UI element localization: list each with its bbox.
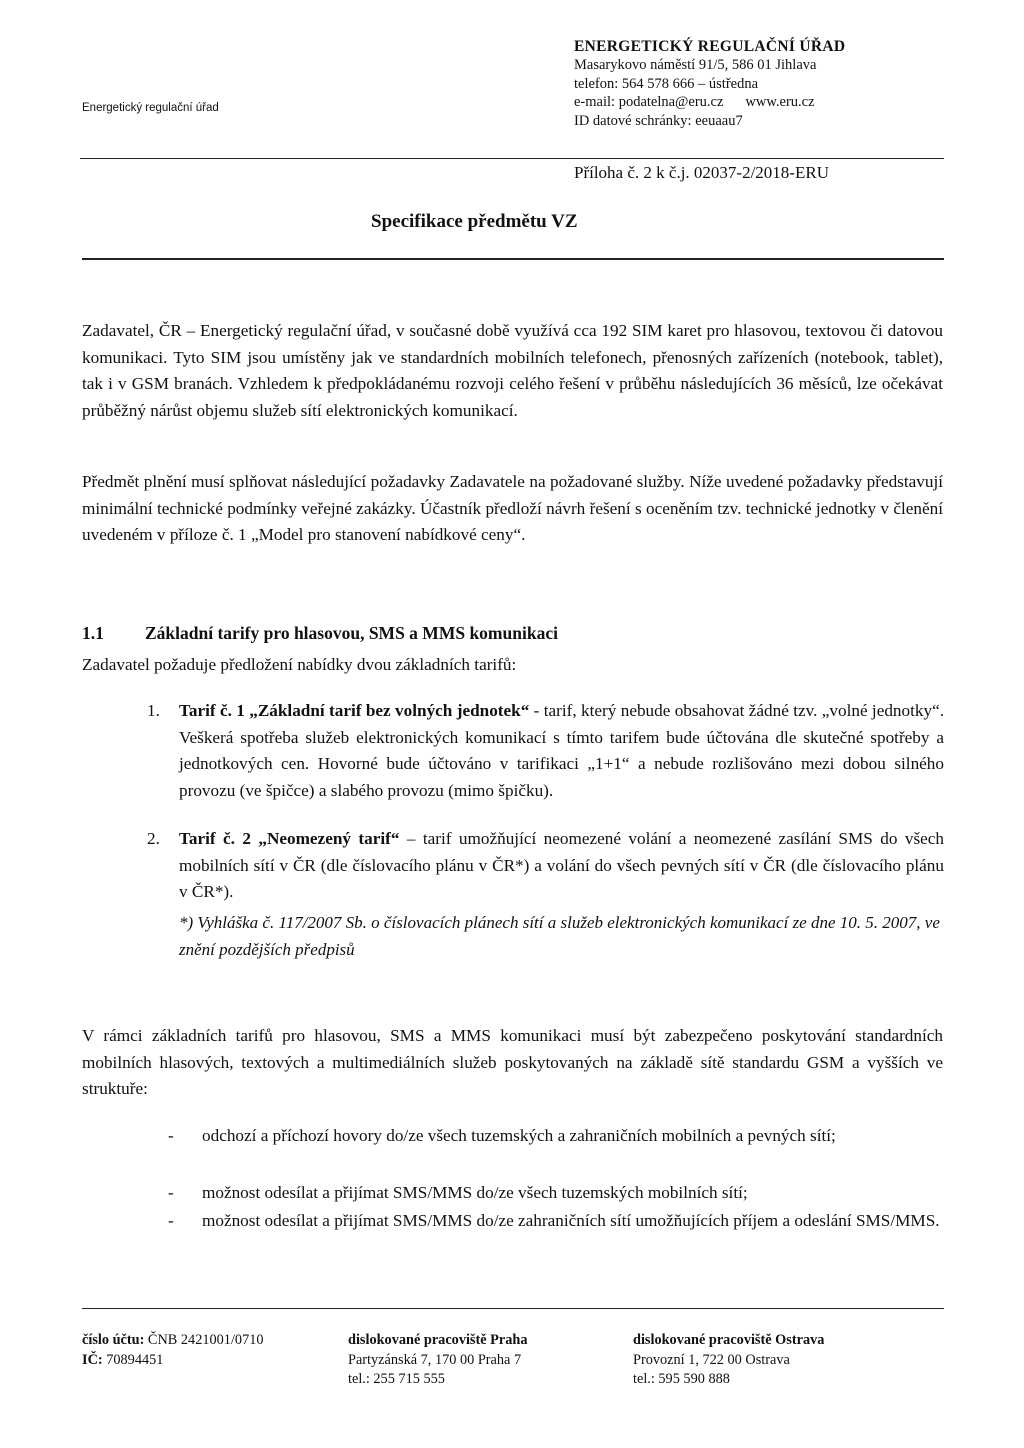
ico-label: IČ: xyxy=(82,1351,103,1368)
section-lead: Zadavatel požaduje předložení nabídky dvou základních tarifů: xyxy=(82,655,517,674)
footer-ostrava-office xyxy=(633,1331,824,1390)
bullet-dash: - xyxy=(168,1211,174,1230)
office-address: Partyzánská 7, 170 00 Praha 7 xyxy=(348,1351,522,1368)
list-item-number: 1. xyxy=(147,701,160,720)
document-title: Specifikace předmětu VZ xyxy=(371,211,578,232)
office-phone: tel.: 595 590 888 xyxy=(633,1371,730,1387)
list-item xyxy=(147,826,944,906)
regulation-footnote: *) Vyhláška č. 117/2007 Sb. o číslovacích plánech sítí a služeb elektronických komunikací ze dne 10. 5. 2007, ve znění pozdějších předpisů xyxy=(179,913,940,959)
list-item xyxy=(147,698,944,804)
section-number: 1.1 xyxy=(82,623,104,643)
bullet-dash: - xyxy=(168,1183,174,1202)
tariff-name: Tarif č. 2 „Neomezený tarif“ xyxy=(179,829,400,848)
bullet-text: možnost odesílat a přijímat SMS/MMS do/ze všech tuzemských mobilních sítí; xyxy=(202,1183,748,1202)
organization-address: Masarykovo náměstí 91/5, 586 01 Jihlava xyxy=(574,57,817,74)
bullet-text: možnost odesílat a přijímat SMS/MMS do/ze zahraničních sítí umožňujících příjem a odeslání SMS/MMS. xyxy=(202,1211,940,1230)
section-title: Základní tarify pro hlasovou, SMS a MMS komunikaci xyxy=(145,623,558,643)
title-divider xyxy=(82,258,944,260)
organization-phone: telefon: 564 578 666 – ústředna xyxy=(574,75,759,92)
intro-paragraph: Zadavatel, ČR – Energetický regulační úřad, v současné době využívá cca 192 SIM karet pro hlasovou, textovou či datovou komunikaci. Tyto SIM jsou umístěny jak ve standardních mobilních telefonech, přenosných zařízeních (notebook, tablet), tak i v GSM branách. Vzhledem k předpokládanému rozvoji celého řešení v průběhu následujících 36 měsíců, lze očekávat průběžný nárůst objemu služeb sítí elektronických komunikací. xyxy=(82,321,943,420)
office-address: Provozní 1, 722 00 Ostrava xyxy=(633,1351,790,1368)
office-title: dislokované pracoviště Praha xyxy=(348,1332,528,1348)
letterhead xyxy=(574,38,845,130)
footer-divider xyxy=(82,1308,944,1309)
office-title: dislokované pracoviště Ostrava xyxy=(633,1332,825,1348)
bullet-item xyxy=(168,1123,944,1149)
contact-line xyxy=(574,93,845,111)
office-phone: tel.: 255 715 555 xyxy=(348,1371,445,1387)
attachment-reference: Příloha č. 2 k č.j. 02037-2/2018-ERU xyxy=(574,163,829,182)
footer-bank-info xyxy=(82,1331,264,1370)
account-label: číslo účtu: xyxy=(82,1332,145,1348)
organization-short-name: Energetický regulační úřad xyxy=(82,102,219,114)
tariff-description: – tarif umožňující neomezené volání a neomezené zasílání SMS do všech mobilních sítí v ČR (dle číslovacího plánu v ČR*) a volání do všech pevných sítí v ČR (dle číslovacího plánu v ČR*). xyxy=(179,829,944,901)
organization-email: e-mail: podatelna@eru.cz xyxy=(574,94,724,111)
structure-paragraph: V rámci základních tarifů pro hlasovou, SMS a MMS komunikaci musí být zabezpečeno poskytování standardních mobilních hlasových, textových a multimediálních služeb poskytovaných na základě sítě standardu GSM a vyšších ve struktuře: xyxy=(82,1026,943,1098)
organization-name: ENERGETICKÝ REGULAČNÍ ÚŘAD xyxy=(574,38,846,55)
bullet-item xyxy=(168,1180,944,1206)
tariff-description: - tarif, který nebude obsahovat žádné tzv. „volné jednotky“. Veškerá spotřeba služeb elektronických komunikací s tímto tarifem bude účtována dle skutečné spotřeby a jednotkových cen. Hovorné bude účtováno v tarifikaci „1+1“ a nebude rozlišováno mezi dobou silného provozu (ve špičce) a slabého provozu (mimo špičku). xyxy=(179,701,945,800)
bullet-item xyxy=(168,1208,944,1234)
section-heading xyxy=(82,623,558,644)
list-item-number: 2. xyxy=(147,829,160,848)
databox-id: ID datové schránky: eeuaau7 xyxy=(574,112,743,129)
ico-value: 70894451 xyxy=(102,1351,164,1368)
account-value: ČNB 2421001/0710 xyxy=(144,1332,264,1348)
organization-website: www.eru.cz xyxy=(745,94,815,111)
header-divider xyxy=(80,158,944,159)
footer-prague-office xyxy=(348,1331,528,1390)
bullet-dash: - xyxy=(168,1126,174,1145)
tariff-name: Tarif č. 1 „Základní tarif bez volných jednotek“ xyxy=(179,701,530,720)
bullet-text: odchozí a příchozí hovory do/ze všech tuzemských a zahraničních mobilních a pevných sítí; xyxy=(202,1126,836,1145)
requirements-paragraph: Předmět plnění musí splňovat následující požadavky Zadavatele na požadované služby. Níže uvedené požadavky představují minimální technické podmínky veřejné zakázky. Účastník předloží návrh řešení s oceněním tzv. technické jednotky v členění uvedeném v příloze č. 1 „Model pro stanovení nabídkové ceny“. xyxy=(82,472,943,544)
